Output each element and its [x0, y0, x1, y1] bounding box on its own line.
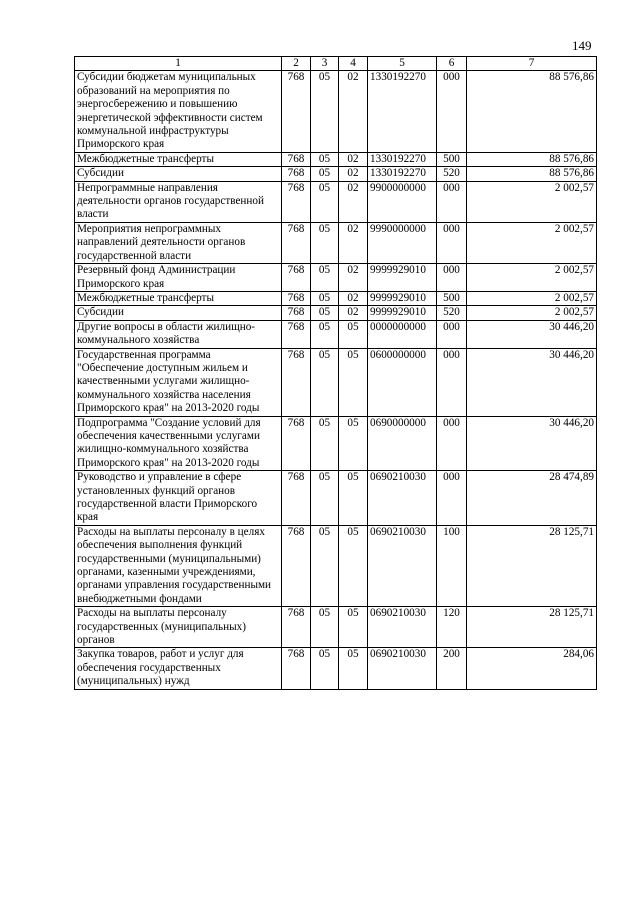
row-target-code: 9999929010 [368, 306, 437, 320]
row-name: Расходы на выплаты персоналу государственных (муниципальных) органов [75, 607, 282, 648]
row-subsection: 05 [339, 348, 368, 416]
row-subsection: 02 [339, 167, 368, 181]
table-row [75, 348, 597, 416]
row-amount: 88 576,86 [467, 152, 597, 166]
row-section: 05 [311, 264, 339, 292]
row-name: Другие вопросы в области жилищно-коммунального хозяйства [75, 320, 282, 348]
col-header-4: 4 [339, 57, 368, 71]
table-row [75, 152, 597, 166]
row-target-code: 0690000000 [368, 416, 437, 471]
row-target-code: 0690210030 [368, 607, 437, 648]
row-subsection: 02 [339, 264, 368, 292]
row-amount: 30 446,20 [467, 320, 597, 348]
row-amount: 30 446,20 [467, 416, 597, 471]
row-expense-type: 000 [437, 320, 467, 348]
row-section: 05 [311, 648, 339, 689]
row-name: Мероприятия непрограммных направлений деятельности органов государственной власти [75, 222, 282, 263]
table-row [75, 181, 597, 222]
row-section: 05 [311, 306, 339, 320]
row-ministry: 768 [282, 291, 311, 305]
row-ministry: 768 [282, 471, 311, 526]
table-row [75, 291, 597, 305]
row-target-code: 0600000000 [368, 348, 437, 416]
row-ministry: 768 [282, 181, 311, 222]
table-row [75, 416, 597, 471]
row-subsection: 05 [339, 525, 368, 606]
row-target-code: 1330192270 [368, 152, 437, 166]
row-subsection: 02 [339, 222, 368, 263]
page-number: 149 [572, 38, 592, 53]
budget-table [74, 56, 597, 690]
row-section: 05 [311, 348, 339, 416]
table-row [75, 320, 597, 348]
col-header-2: 2 [282, 57, 311, 71]
row-expense-type: 500 [437, 291, 467, 305]
row-target-code: 0000000000 [368, 320, 437, 348]
row-ministry: 768 [282, 71, 311, 152]
row-expense-type: 000 [437, 71, 467, 152]
row-section: 05 [311, 222, 339, 263]
row-subsection: 05 [339, 607, 368, 648]
row-expense-type: 100 [437, 525, 467, 606]
row-section: 05 [311, 607, 339, 648]
row-expense-type: 000 [437, 471, 467, 526]
col-header-3: 3 [311, 57, 339, 71]
row-ministry: 768 [282, 264, 311, 292]
row-section: 05 [311, 525, 339, 606]
row-amount: 284,06 [467, 648, 597, 689]
row-amount: 28 474,89 [467, 471, 597, 526]
col-header-1: 1 [75, 57, 282, 71]
col-header-5: 5 [368, 57, 437, 71]
table-row [75, 264, 597, 292]
row-expense-type: 200 [437, 648, 467, 689]
table-row [75, 525, 597, 606]
table-row [75, 167, 597, 181]
row-target-code: 9900000000 [368, 181, 437, 222]
row-target-code: 0690210030 [368, 648, 437, 689]
row-amount: 88 576,86 [467, 167, 597, 181]
table-row [75, 222, 597, 263]
row-target-code: 9999929010 [368, 291, 437, 305]
row-expense-type: 000 [437, 264, 467, 292]
row-target-code: 0690210030 [368, 525, 437, 606]
row-amount: 28 125,71 [467, 525, 597, 606]
row-ministry: 768 [282, 416, 311, 471]
row-subsection: 02 [339, 71, 368, 152]
row-name: Закупка товаров, работ и услуг для обеспечения государственных (муниципальных) нужд [75, 648, 282, 689]
row-ministry: 768 [282, 525, 311, 606]
row-amount: 30 446,20 [467, 348, 597, 416]
row-ministry: 768 [282, 152, 311, 166]
table-row [75, 71, 597, 152]
row-section: 05 [311, 320, 339, 348]
row-ministry: 768 [282, 648, 311, 689]
row-section: 05 [311, 181, 339, 222]
row-name: Руководство и управление в сфере установленных функций органов государственной власти Приморского края [75, 471, 282, 526]
table-row [75, 471, 597, 526]
row-ministry: 768 [282, 607, 311, 648]
row-name: Субсидии бюджетам муниципальных образований на мероприятия по энергосбережению и повышению энергетической эффективности систем коммунальной инфраструктуры Приморского края [75, 71, 282, 152]
row-amount: 2 002,57 [467, 306, 597, 320]
row-target-code: 9999929010 [368, 264, 437, 292]
row-amount: 2 002,57 [467, 181, 597, 222]
row-subsection: 02 [339, 291, 368, 305]
row-name: Резервный фонд Администрации Приморского края [75, 264, 282, 292]
row-target-code: 9990000000 [368, 222, 437, 263]
row-subsection: 02 [339, 181, 368, 222]
row-section: 05 [311, 471, 339, 526]
row-expense-type: 520 [437, 167, 467, 181]
row-ministry: 768 [282, 306, 311, 320]
row-name: Межбюджетные трансферты [75, 152, 282, 166]
row-subsection: 05 [339, 416, 368, 471]
table-row [75, 648, 597, 689]
row-section: 05 [311, 152, 339, 166]
row-target-code: 1330192270 [368, 167, 437, 181]
row-target-code: 0690210030 [368, 471, 437, 526]
row-name: Межбюджетные трансферты [75, 291, 282, 305]
row-amount: 2 002,57 [467, 291, 597, 305]
row-amount: 28 125,71 [467, 607, 597, 648]
row-expense-type: 120 [437, 607, 467, 648]
row-subsection: 02 [339, 152, 368, 166]
row-expense-type: 000 [437, 181, 467, 222]
col-header-6: 6 [437, 57, 467, 71]
table-row [75, 607, 597, 648]
table-row [75, 306, 597, 320]
row-section: 05 [311, 71, 339, 152]
row-name: Субсидии [75, 306, 282, 320]
row-amount: 2 002,57 [467, 264, 597, 292]
row-expense-type: 000 [437, 348, 467, 416]
row-ministry: 768 [282, 222, 311, 263]
row-amount: 88 576,86 [467, 71, 597, 152]
row-expense-type: 520 [437, 306, 467, 320]
row-section: 05 [311, 291, 339, 305]
row-name: Расходы на выплаты персоналу в целях обеспечения выполнения функций государственными (муниципальными) органами, казенными учреждениями, органами управления государственными внебюджетными фондами [75, 525, 282, 606]
row-section: 05 [311, 167, 339, 181]
row-amount: 2 002,57 [467, 222, 597, 263]
row-expense-type: 500 [437, 152, 467, 166]
row-ministry: 768 [282, 167, 311, 181]
row-name: Субсидии [75, 167, 282, 181]
row-subsection: 02 [339, 306, 368, 320]
row-ministry: 768 [282, 348, 311, 416]
row-name: Непрограммные направления деятельности органов государственной власти [75, 181, 282, 222]
header-row [75, 57, 597, 71]
row-expense-type: 000 [437, 416, 467, 471]
row-subsection: 05 [339, 320, 368, 348]
row-subsection: 05 [339, 648, 368, 689]
row-target-code: 1330192270 [368, 71, 437, 152]
col-header-7: 7 [467, 57, 597, 71]
row-subsection: 05 [339, 471, 368, 526]
row-section: 05 [311, 416, 339, 471]
row-name: Государственная программа "Обеспечение доступным жильем и качественными услугами жилищно-коммунального хозяйства населения Приморского края" на 2013-2020 годы [75, 348, 282, 416]
row-name: Подпрограмма "Создание условий для обеспечения качественными услугами жилищно-коммунального хозяйства Приморского края" на 2013-2020 годы [75, 416, 282, 471]
row-ministry: 768 [282, 320, 311, 348]
row-expense-type: 000 [437, 222, 467, 263]
